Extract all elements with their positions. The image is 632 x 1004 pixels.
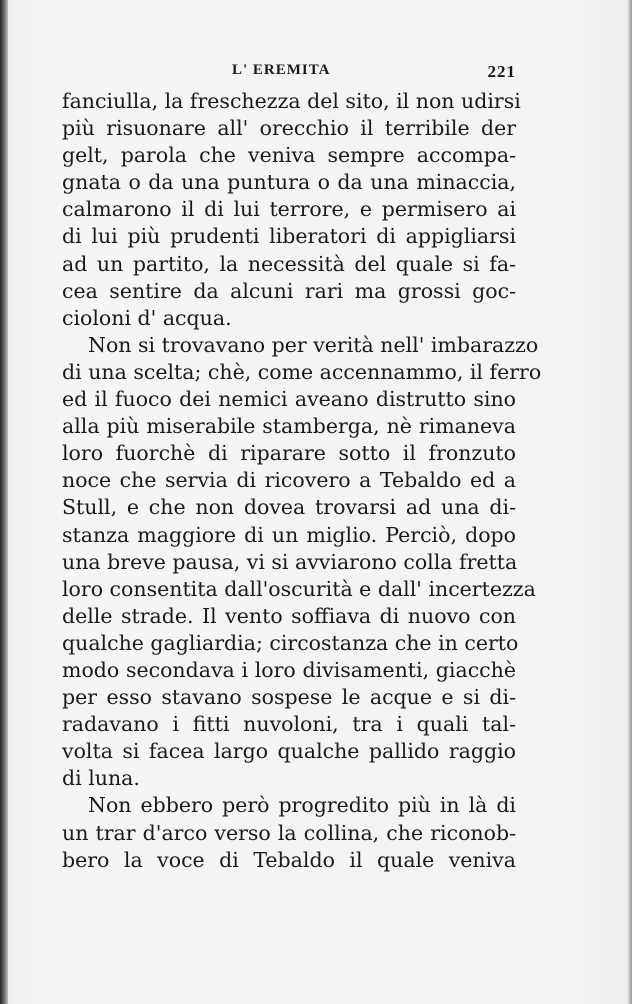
text-line: Non ebbero però progredito più in là di <box>88 793 516 818</box>
text-line: bero la voce di Tebaldo il quale veniva <box>62 847 516 872</box>
text-line: stanza maggiore di un miglio. Perciò, dopo <box>62 522 516 547</box>
text-line: di una scelta; chè, come accennammo, il ferro <box>62 359 542 384</box>
text-line: qualche gagliardia; circostanza che in certo <box>62 630 519 655</box>
page-edge <box>628 0 632 1004</box>
text-line: calmarono il di lui terrore, e permisero ai <box>62 197 516 222</box>
text-line: noce che servia di ricovero a Tebaldo ed a <box>62 468 516 493</box>
text-line: radavano i fitti nuvoloni, tra i quali tal- <box>62 712 516 737</box>
text-line: per esso stavano sospese le acque e si di- <box>62 685 516 710</box>
text-line: fanciulla, la freschezza del sito, il non udirsi <box>62 89 521 113</box>
text-line: loro consentita dall'oscurità e dall' incertezza <box>62 576 536 601</box>
text-line: loro fuorchè di riparare sotto il fronzuto <box>62 441 516 466</box>
text-line: delle strade. Il vento soffiava di nuovo con <box>62 603 516 628</box>
text-line: cea sentire da alcuni rari ma grossi goc- <box>62 278 516 303</box>
text-line: ed il fuoco dei nemici aveano distrutto sino <box>62 387 516 412</box>
book-spine-shadow <box>0 0 8 1004</box>
page-number: 221 <box>487 62 516 81</box>
text-line: ad un partito, la necessità del quale si fa- <box>62 251 516 276</box>
text-line: modo secondava i loro divisamenti, giacchè <box>62 657 516 682</box>
text-line: volta si facea largo qualche pallido raggio <box>62 739 516 764</box>
text-line: una breve pausa, vi si avviarono colla fretta <box>62 549 518 574</box>
text-line: di luna. <box>62 766 140 791</box>
text-line: gnata o da una puntura o da una minaccia, <box>62 170 516 195</box>
page-header <box>62 62 516 86</box>
text-line: cioloni d' acqua. <box>62 305 232 330</box>
running-head: L' EREMITA <box>232 62 331 78</box>
text-line: di lui più prudenti liberatori di appigliarsi <box>62 224 516 249</box>
text-line: alla più miserabile stamberga, nè rimaneva <box>62 414 516 439</box>
body-text <box>62 88 542 874</box>
text-line: più risuonare all' orecchio il terribile der <box>62 116 516 141</box>
text-line: Stull, e che non dovea trovarsi ad una di- <box>62 495 516 520</box>
text-line: gelt, parola che veniva sempre accompa- <box>62 143 516 168</box>
text-line: un trar d'arco verso la collina, che riconob- <box>62 820 516 845</box>
text-line: Non si trovavano per verità nell' imbarazzo <box>88 332 539 357</box>
